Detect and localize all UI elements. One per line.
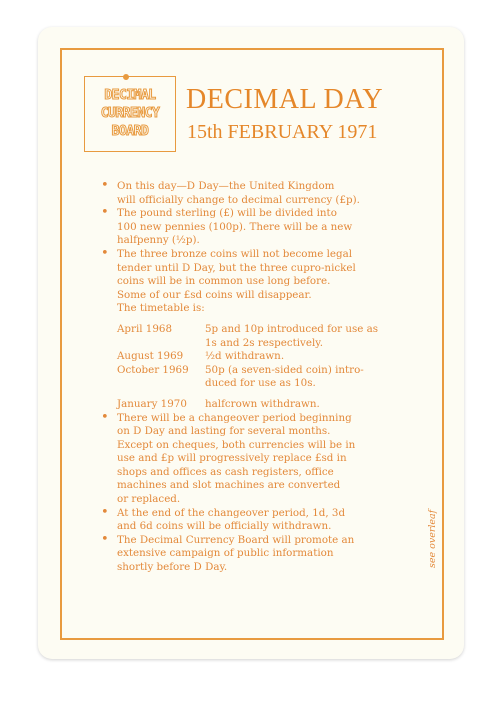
page-subtitle: 15th FEBRUARY 1971	[187, 121, 378, 143]
text-line: shortly before D Day.	[117, 561, 228, 574]
bullet-item	[100, 248, 420, 316]
bullet-item	[100, 507, 420, 534]
text-line: shops and offices as cash registers, office	[117, 465, 334, 478]
bullet-item	[100, 534, 420, 575]
timetable-text: 1s and 2s respectively.	[205, 336, 323, 349]
logo-line-2: CURRENCY	[100, 106, 160, 121]
text-line: halfpenny (½p).	[117, 234, 200, 247]
logo-line-3: BOARD	[111, 124, 149, 139]
text-line: coins will be in common use long before.	[117, 275, 331, 288]
logo-line-1: DECIMAL	[104, 88, 156, 103]
text-line: 100 new pennies (100p). There will be a new	[117, 220, 353, 233]
logo-dot	[123, 74, 129, 80]
text-line: • On this day—D Day—the United Kingdom	[117, 180, 335, 192]
timetable-text: 5p and 10p introduced for use as	[205, 322, 379, 335]
timetable-text: ½d withdrawn.	[205, 350, 285, 363]
text-line: • The Decimal Currency Board will promote an	[117, 533, 355, 546]
timetable-text: halfcrown withdrawn.	[205, 397, 320, 410]
bullet-item	[100, 412, 420, 507]
text-line: and 6d coins will be officially withdrawn.	[117, 520, 332, 533]
text-line: • The three bronze coins will not become legal	[117, 247, 353, 260]
decimal-currency-board-logo	[84, 76, 176, 152]
timetable-row	[100, 398, 420, 412]
timetable-date: October 1969	[117, 363, 189, 376]
bullet-item	[100, 180, 420, 207]
text-line: extensive campaign of public information	[117, 547, 334, 560]
text-line: Some of our £sd coins will disappear.	[117, 288, 312, 301]
timetable-date: January 1970	[117, 397, 187, 410]
bullet-item	[100, 207, 420, 248]
timetable-text: 50p (a seven-sided coin) intro-	[205, 363, 364, 376]
leaflet-body	[100, 180, 420, 575]
timetable-row	[100, 350, 420, 364]
text-line: The timetable is:	[117, 302, 205, 315]
timetable-date: April 1968	[117, 322, 173, 335]
text-line: tender until D Day, but the three cupro-nickel	[117, 261, 356, 274]
see-overleaf-note: see overleaf	[427, 509, 438, 568]
timetable-row	[100, 364, 420, 391]
timetable-row	[100, 323, 420, 350]
timetable-text: duced for use as 10s.	[205, 377, 316, 390]
page-title: DECIMAL DAY	[186, 84, 384, 115]
text-line: Except on cheques, both currencies will be in	[117, 438, 356, 451]
text-line: • The pound sterling (£) will be divided into	[117, 207, 337, 220]
timetable-date: August 1969	[117, 350, 184, 363]
text-line: use and £p will progressively replace £sd in	[117, 452, 347, 465]
text-line: • There will be a changeover period beginning	[117, 411, 352, 424]
text-line: machines and slot machines are converted	[117, 479, 341, 492]
text-line: will officially change to decimal currency (£p).	[117, 193, 360, 206]
text-line: or replaced.	[117, 493, 181, 506]
text-line: on D Day and lasting for several months.	[117, 425, 331, 438]
text-line: • At the end of the changeover period, 1d, 3d	[117, 506, 346, 519]
